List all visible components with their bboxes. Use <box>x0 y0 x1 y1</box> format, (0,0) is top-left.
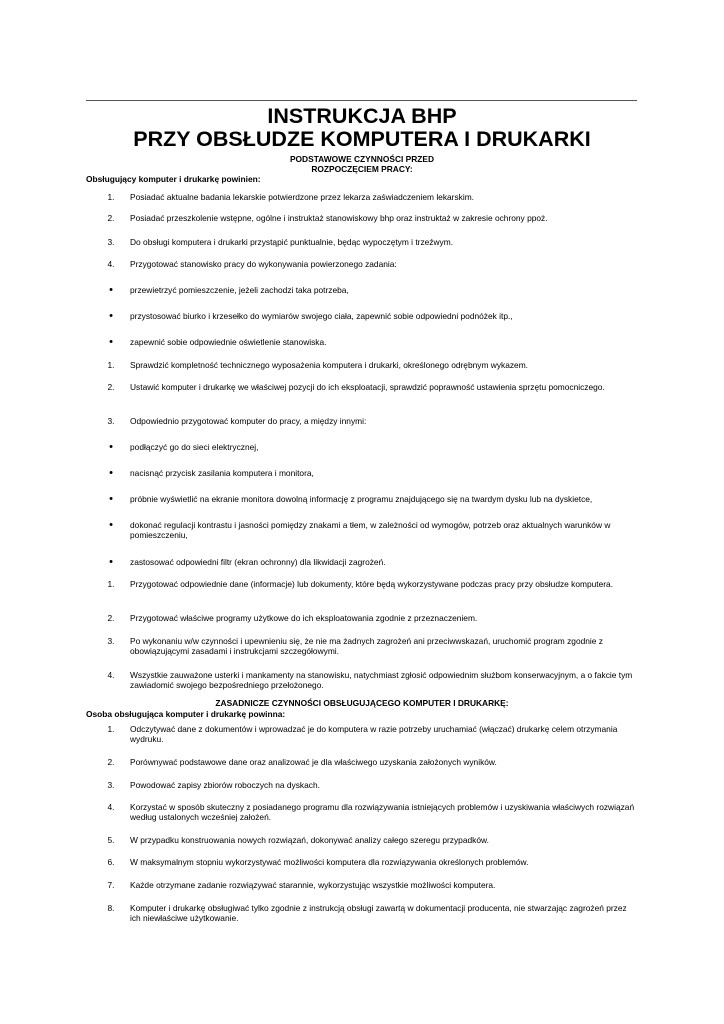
section2-heading: ZASADNICZE CZYNNOŚCI OBSŁUGUJĄCEGO KOMPUTER I DRUKARKĘ: <box>215 698 509 708</box>
item-text: W przypadku konstruowania nowych rozwiązań, dokonywać analizy całego szeregu przypadków. <box>130 835 489 845</box>
item-text: zastosować odpowiedni filtr (ekran ochronny) dla likwidacji zagrożeń. <box>130 557 386 567</box>
item-marker: 1. <box>107 192 115 202</box>
item-text: W maksymalnym stopniu wykorzystywać możliwości komputera dla rozwiązywania określonych problemów. <box>130 857 529 867</box>
title-line-2: PRZY OBSŁUDZE KOMPUTERA I DRUKARKI <box>133 127 591 151</box>
bullet-icon: • <box>109 556 113 568</box>
item-text: Wszystkie zauważone usterki i mankamenty na stanowisku, natychmiast zgłosić odpowiednim służbom konserwacyjnym, a o fakcie tym zawiadomić swojego bezpośredniego przełożonego. <box>130 670 633 691</box>
bullet-icon: • <box>109 519 113 531</box>
subtitle-line-1: PODSTAWOWE CZYNNOŚCI PRZED <box>289 154 435 164</box>
item-marker: 4. <box>107 670 115 680</box>
item-text: Sprawdzić kompletność technicznego wyposażenia komputera i drukarki, określonego odrębnym wykazem. <box>130 360 529 370</box>
item-text: Posiadać aktualne badania lekarskie potwierdzone przez lekarza zaświadczeniem lekarskim. <box>130 192 475 202</box>
top-rule <box>86 100 637 101</box>
item-text: Posiadać przeszkolenie wstępne, ogólne i instruktaż stanowiskowy bhp oraz instruktaż w zakresie ochrony ppoż. <box>130 213 548 223</box>
item-text: przewietrzyć pomieszczenie, jeżeli zachodzi taka potrzeba, <box>130 285 349 295</box>
item-marker: 2. <box>107 613 115 623</box>
item-text: Przygotować stanowisko pracy do wykonywania powierzonego zadania: <box>130 259 397 269</box>
item-text: Odczytywać dane z dokumentów i wprowadzać je do komputera w razie potrzeby uruchamiać (włączać) drukarkę celem otrzymania wydruku. <box>130 724 618 745</box>
item-text: Ustawić komputer i drukarkę we właściwej pozycji do ich eksploatacji, sprawdzić poprawność ustawienia sprzętu pomocniczego. <box>130 382 605 392</box>
section1-label: Obsługujący komputer i drukarkę powinien: <box>86 174 261 184</box>
item-text: Powodować zapisy zbiorów roboczych na dyskach. <box>130 780 320 790</box>
item-marker: 3. <box>107 416 115 426</box>
bullet-icon: • <box>109 310 113 322</box>
bullet-icon: • <box>109 493 113 505</box>
item-marker: 4. <box>107 259 115 269</box>
item-text: próbnie wyświetlić na ekranie monitora dowolną informację z programu znajdującego się na twardym dysku lub na dyskietce, <box>130 494 593 504</box>
item-marker: 2. <box>107 382 115 392</box>
item-marker: 1. <box>107 579 115 589</box>
subtitle-line-2: ROZPOCZĘCIEM PRACY: <box>311 164 413 174</box>
item-marker: 3. <box>107 636 115 646</box>
item-text: Do obsługi komputera i drukarki przystąpić punktualnie, będąc wypoczętym i trzeźwym. <box>130 237 454 247</box>
item-marker: 8. <box>107 903 115 913</box>
item-marker: 4. <box>107 802 115 812</box>
bullet-icon: • <box>109 441 113 453</box>
item-marker: 3. <box>107 237 115 247</box>
item-marker: 1. <box>107 724 115 734</box>
item-marker: 2. <box>107 757 115 767</box>
item-text: przystosować biurko i krzesełko do wymiarów swojego ciała, zapewnić sobie odpowiedni podnóżek itp., <box>130 311 513 321</box>
item-text: zapewnić sobie odpowiednie oświetlenie stanowiska. <box>130 337 327 347</box>
item-text: Przygotować właściwe programy użytkowe do ich eksploatowania zgodnie z przeznaczeniem. <box>130 613 478 623</box>
bullet-icon: • <box>109 336 113 348</box>
bullet-icon: • <box>109 284 113 296</box>
item-marker: 3. <box>107 780 115 790</box>
item-text: Przygotować odpowiednie dane (informacje) lub dokumenty, które będą wykorzystywane podczas pracy przy obsłudze komputera. <box>130 579 614 589</box>
item-text: Korzystać w sposób skuteczny z posiadanego programu dla rozwiązywania istniejących problemów i uzyskiwania właściwych rozwiązań według ustalonych wcześniej założeń. <box>130 802 635 823</box>
item-text: Odpowiednio przygotować komputer do pracy, a między innymi: <box>130 416 367 426</box>
bullet-icon: • <box>109 467 113 479</box>
item-text: Każde otrzymane zadanie rozwiązywać starannie, wykorzystując wszystkie możliwości komputera. <box>130 880 496 890</box>
item-text: Po wykonaniu w/w czynności i upewnieniu się, że nie ma żadnych zagrożeń ani przeciwwskazań, uruchomić program zgodnie z obowiązującymi zasadami i instrukcjami szczegółowymi. <box>130 636 603 657</box>
item-text: Komputer i drukarkę obsługiwać tylko zgodnie z instrukcją obsługi zawartą w dokumentacji producenta, nie stwarzając zagrożeń przez ich niewłaściwe użytkowanie. <box>130 903 627 924</box>
item-marker: 2. <box>107 213 115 223</box>
item-text: nacisnąć przycisk zasilania komputera i monitora, <box>130 468 314 478</box>
section2-label: Osoba obsługująca komputer i drukarkę powinna: <box>86 709 286 719</box>
item-marker: 1. <box>107 360 115 370</box>
title-line-1: INSTRUKCJA BHP <box>267 104 457 128</box>
item-marker: 7. <box>107 880 115 890</box>
item-marker: 6. <box>107 857 115 867</box>
item-text: podłączyć go do sieci elektrycznej, <box>130 442 259 452</box>
item-text: dokonać regulacji kontrastu i jasności pomiędzy znakami a tłem, w zależności od wymogów, potrzeb oraz aktualnych warunków w pomieszczeniu, <box>130 520 611 541</box>
item-text: Porównywać podstawowe dane oraz analizować je dla właściwego uzyskania założonych wyników. <box>130 757 497 767</box>
item-marker: 5. <box>107 835 115 845</box>
